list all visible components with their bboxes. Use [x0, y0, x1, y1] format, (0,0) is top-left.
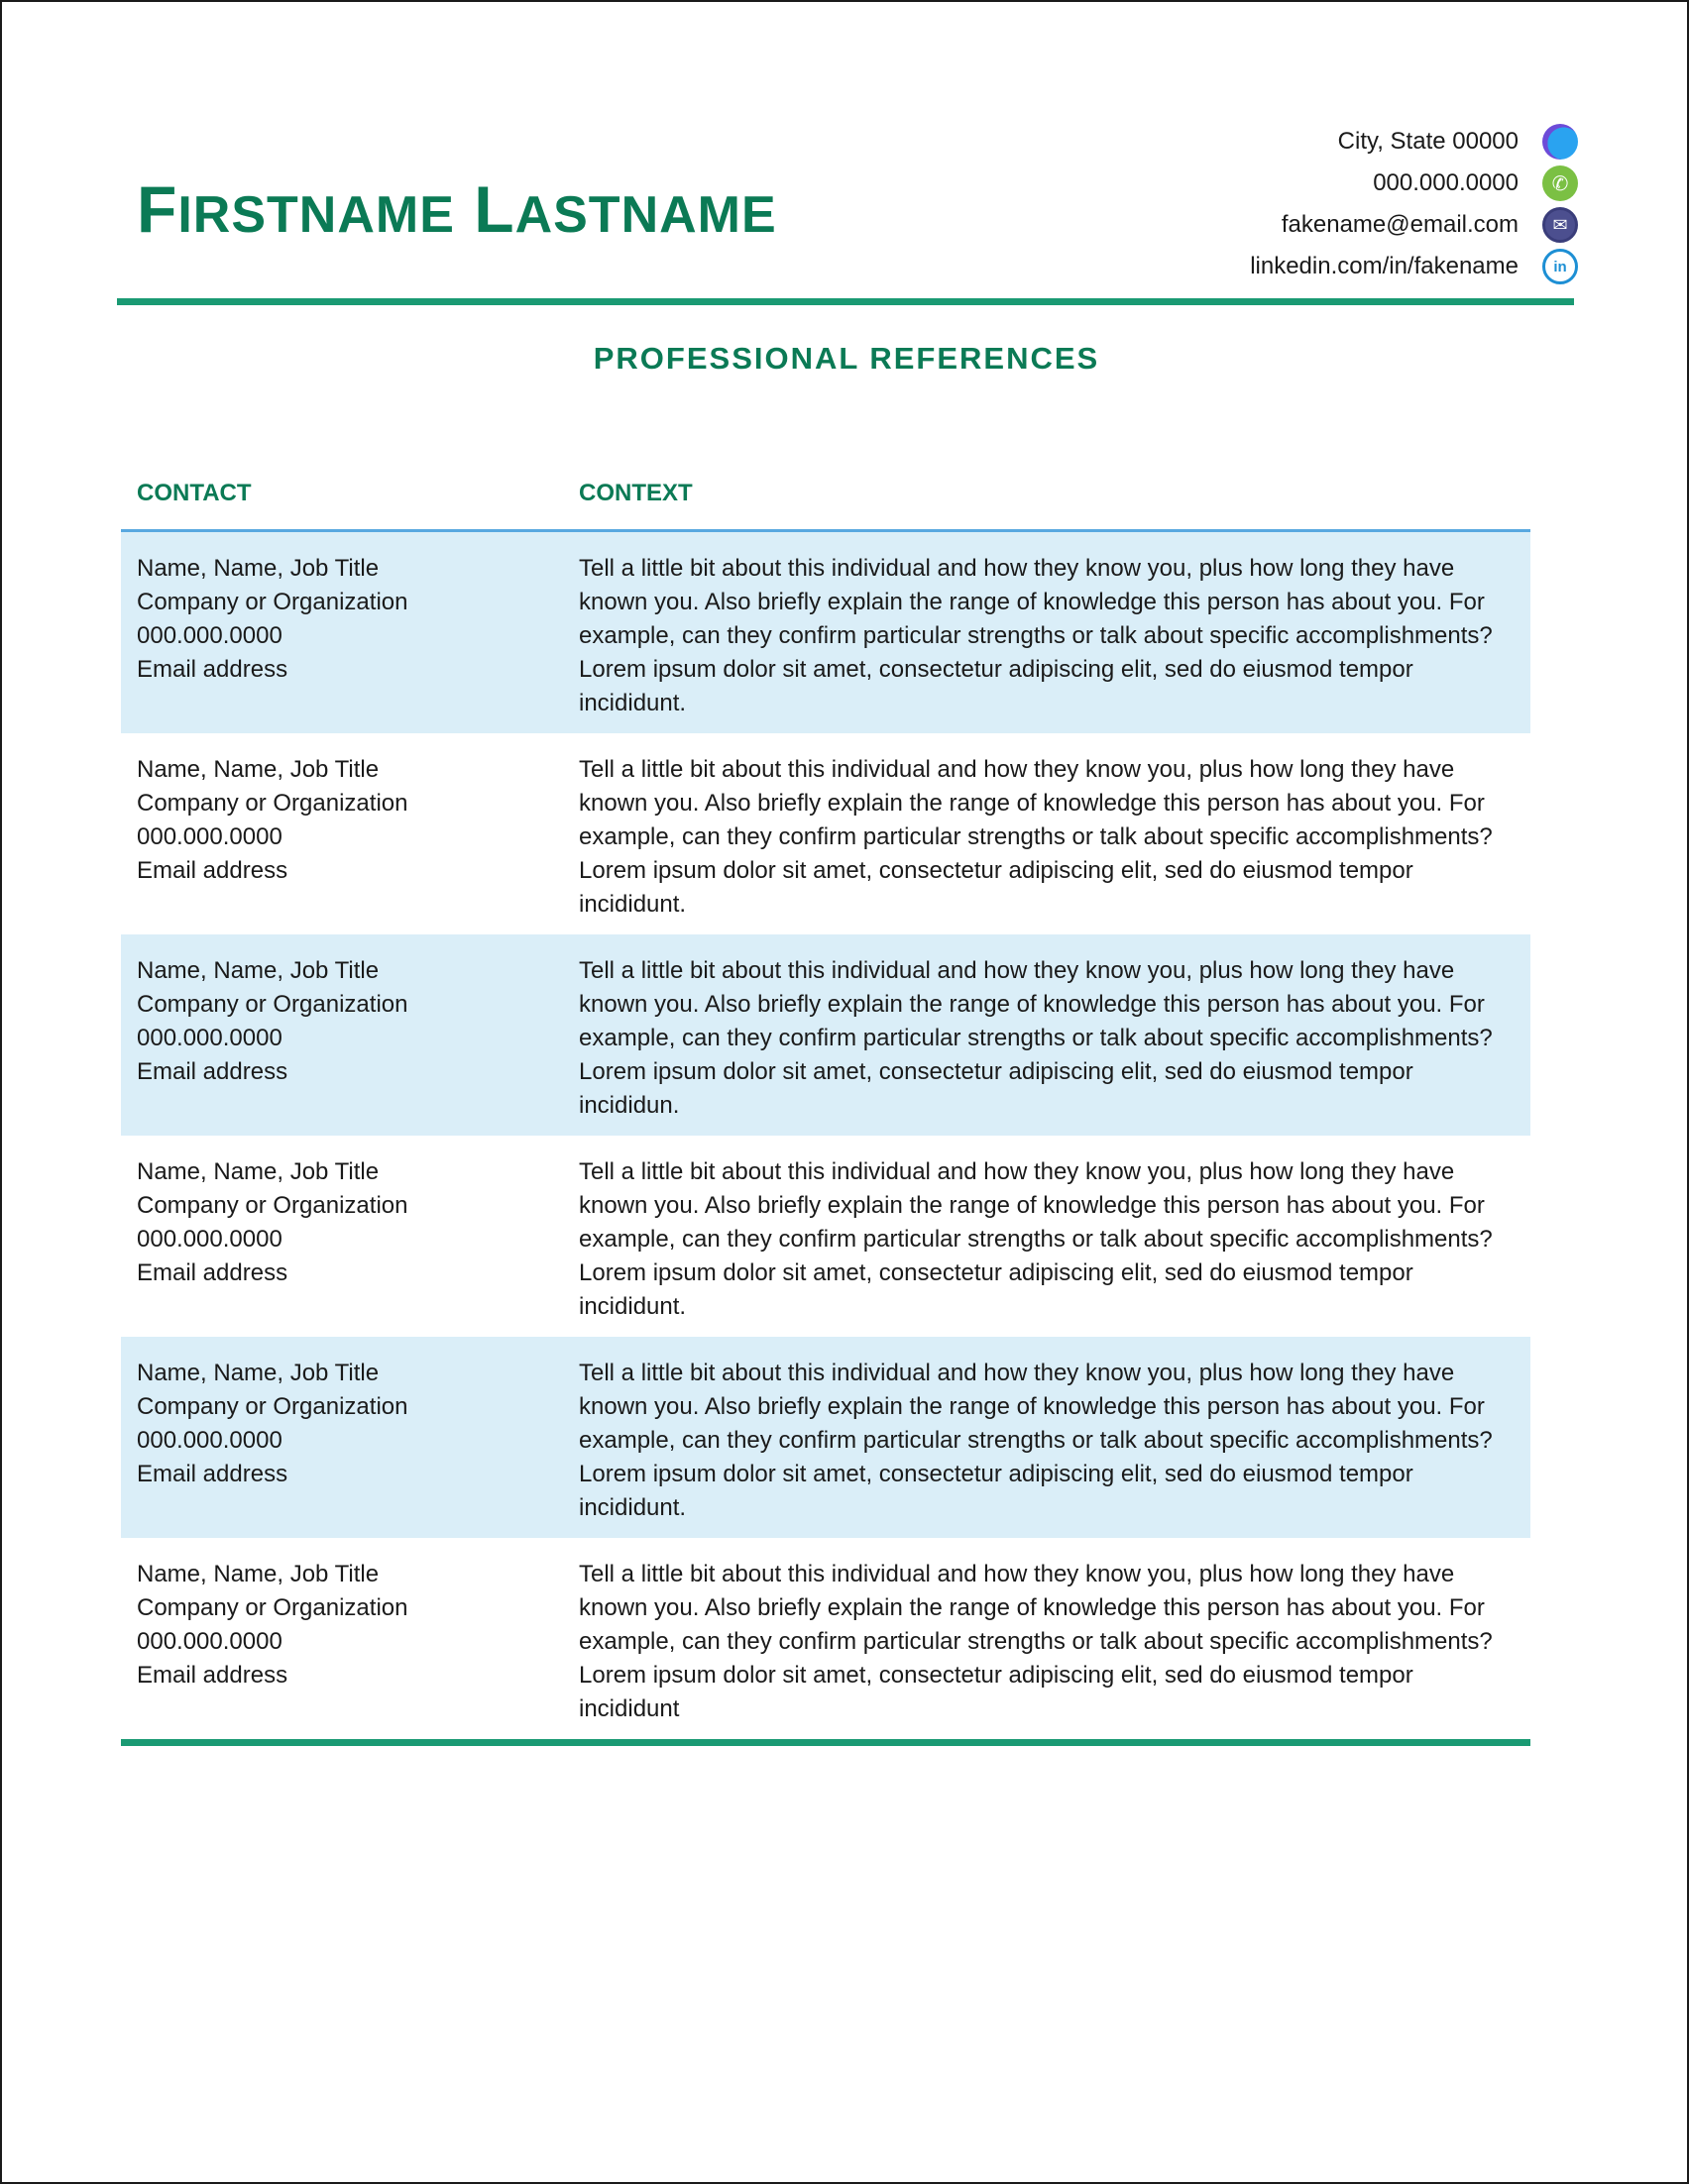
reference-company: Company or Organization	[137, 1594, 408, 1621]
footer-rule	[121, 1739, 1530, 1746]
reference-context: Tell a little bit about this individual and how they know you, plus how long they have known you. Also briefly explain the range of knowledge this person has about you. For example, can they confirm particular strengths or talk about specific accomplishments? Lorem ipsum dolor sit amet, consectetur adipiscing elit, sed do eiusmod tempor incididunt.	[579, 1158, 1493, 1320]
table-row	[121, 1538, 1530, 1739]
reference-context: Tell a little bit about this individual and how they know you, plus how long they have known you. Also briefly explain the range of knowledge this person has about you. For example, can they confirm particular strengths or talk about specific accomplishments? Lorem ipsum dolor sit amet, consectetur adipiscing elit, sed do eiusmod tempor incididun.	[579, 957, 1493, 1119]
reference-contact	[121, 753, 579, 934]
reference-company: Company or Organization	[137, 1192, 408, 1219]
reference-phone: 000.000.0000	[137, 1427, 282, 1454]
last-initial: L	[474, 172, 515, 246]
last-rest: ASTNAME	[514, 186, 777, 244]
contact-block	[983, 121, 1578, 287]
reference-phone: 000.000.0000	[137, 622, 282, 649]
reference-name: Name, Name, Job Title	[137, 756, 380, 783]
linkedin-icon: in	[1542, 249, 1578, 284]
table-row	[121, 1136, 1530, 1337]
reference-email: Email address	[137, 857, 288, 884]
reference-email: Email address	[137, 656, 288, 683]
contact-linkedin	[983, 246, 1578, 287]
phone-text: 000.000.0000	[1373, 169, 1519, 196]
reference-context: Tell a little bit about this individual and how they know you, plus how long they have known you. Also briefly explain the range of knowledge this person has about you. For example, can they confirm particular strengths or talk about specific accomplishments? Lorem ipsum dolor sit amet, consectetur adipiscing elit, sed do eiusmod tempor incididunt.	[579, 1360, 1493, 1521]
reference-name: Name, Name, Job Title	[137, 957, 380, 984]
phone-icon: ✆	[1542, 165, 1578, 201]
reference-email: Email address	[137, 1662, 288, 1689]
reference-contact	[121, 1558, 579, 1739]
reference-email: Email address	[137, 1461, 288, 1487]
reference-phone: 000.000.0000	[137, 1226, 282, 1253]
references-table	[121, 480, 1530, 1746]
contact-email	[983, 204, 1578, 246]
header-rule	[117, 298, 1574, 305]
reference-name: Name, Name, Job Title	[137, 1561, 380, 1587]
reference-context: Tell a little bit about this individual and how they know you, plus how long they have known you. Also briefly explain the range of knowledge this person has about you. For example, can they confirm particular strengths or talk about specific accomplishments? Lorem ipsum dolor sit amet, consectetur adipiscing elit, sed do eiusmod tempor incididunt.	[579, 756, 1493, 918]
section-title: PROFESSIONAL REFERENCES	[593, 341, 1100, 376]
reference-company: Company or Organization	[137, 991, 408, 1018]
reference-contact	[121, 1357, 579, 1538]
reference-name: Name, Name, Job Title	[137, 1360, 380, 1386]
reference-context: Tell a little bit about this individual and how they know you, plus how long they have known you. Also briefly explain the range of knowledge this person has about you. For example, can they confirm particular strengths or talk about specific accomplishments? Lorem ipsum dolor sit amet, consectetur adipiscing elit, sed do eiusmod tempor incididunt	[579, 1561, 1493, 1722]
table-body	[121, 532, 1530, 1739]
email-icon: ✉	[1542, 207, 1578, 243]
reference-contact	[121, 552, 579, 733]
location-icon	[1542, 124, 1578, 160]
reference-company: Company or Organization	[137, 790, 408, 817]
reference-company: Company or Organization	[137, 589, 408, 615]
table-header	[121, 480, 1530, 529]
reference-contact	[121, 1155, 579, 1337]
linkedin-text[interactable]: linkedin.com/in/fakename	[1250, 253, 1519, 279]
table-row	[121, 1337, 1530, 1538]
location-text: City, State 00000	[1337, 128, 1519, 155]
first-rest: IRSTNAME	[177, 186, 455, 244]
reference-contact	[121, 954, 579, 1136]
table-row	[121, 733, 1530, 934]
reference-phone: 000.000.0000	[137, 1628, 282, 1655]
header-contact: CONTACT	[137, 480, 252, 506]
header-context: CONTEXT	[579, 480, 693, 506]
reference-name: Name, Name, Job Title	[137, 1158, 380, 1185]
reference-name: Name, Name, Job Title	[137, 555, 380, 582]
table-row	[121, 934, 1530, 1136]
reference-context: Tell a little bit about this individual and how they know you, plus how long they have known you. Also briefly explain the range of knowledge this person has about you. For example, can they confirm particular strengths or talk about specific accomplishments? Lorem ipsum dolor sit amet, consectetur adipiscing elit, sed do eiusmod tempor incididunt.	[579, 555, 1493, 716]
contact-location	[983, 121, 1578, 163]
reference-email: Email address	[137, 1058, 288, 1085]
reference-company: Company or Organization	[137, 1393, 408, 1420]
candidate-name	[137, 172, 777, 246]
reference-email: Email address	[137, 1259, 288, 1286]
reference-phone: 000.000.0000	[137, 1025, 282, 1051]
reference-phone: 000.000.0000	[137, 823, 282, 850]
table-row	[121, 532, 1530, 733]
contact-phone	[983, 163, 1578, 204]
email-text[interactable]: fakename@email.com	[1281, 211, 1519, 238]
first-initial: F	[137, 172, 178, 246]
